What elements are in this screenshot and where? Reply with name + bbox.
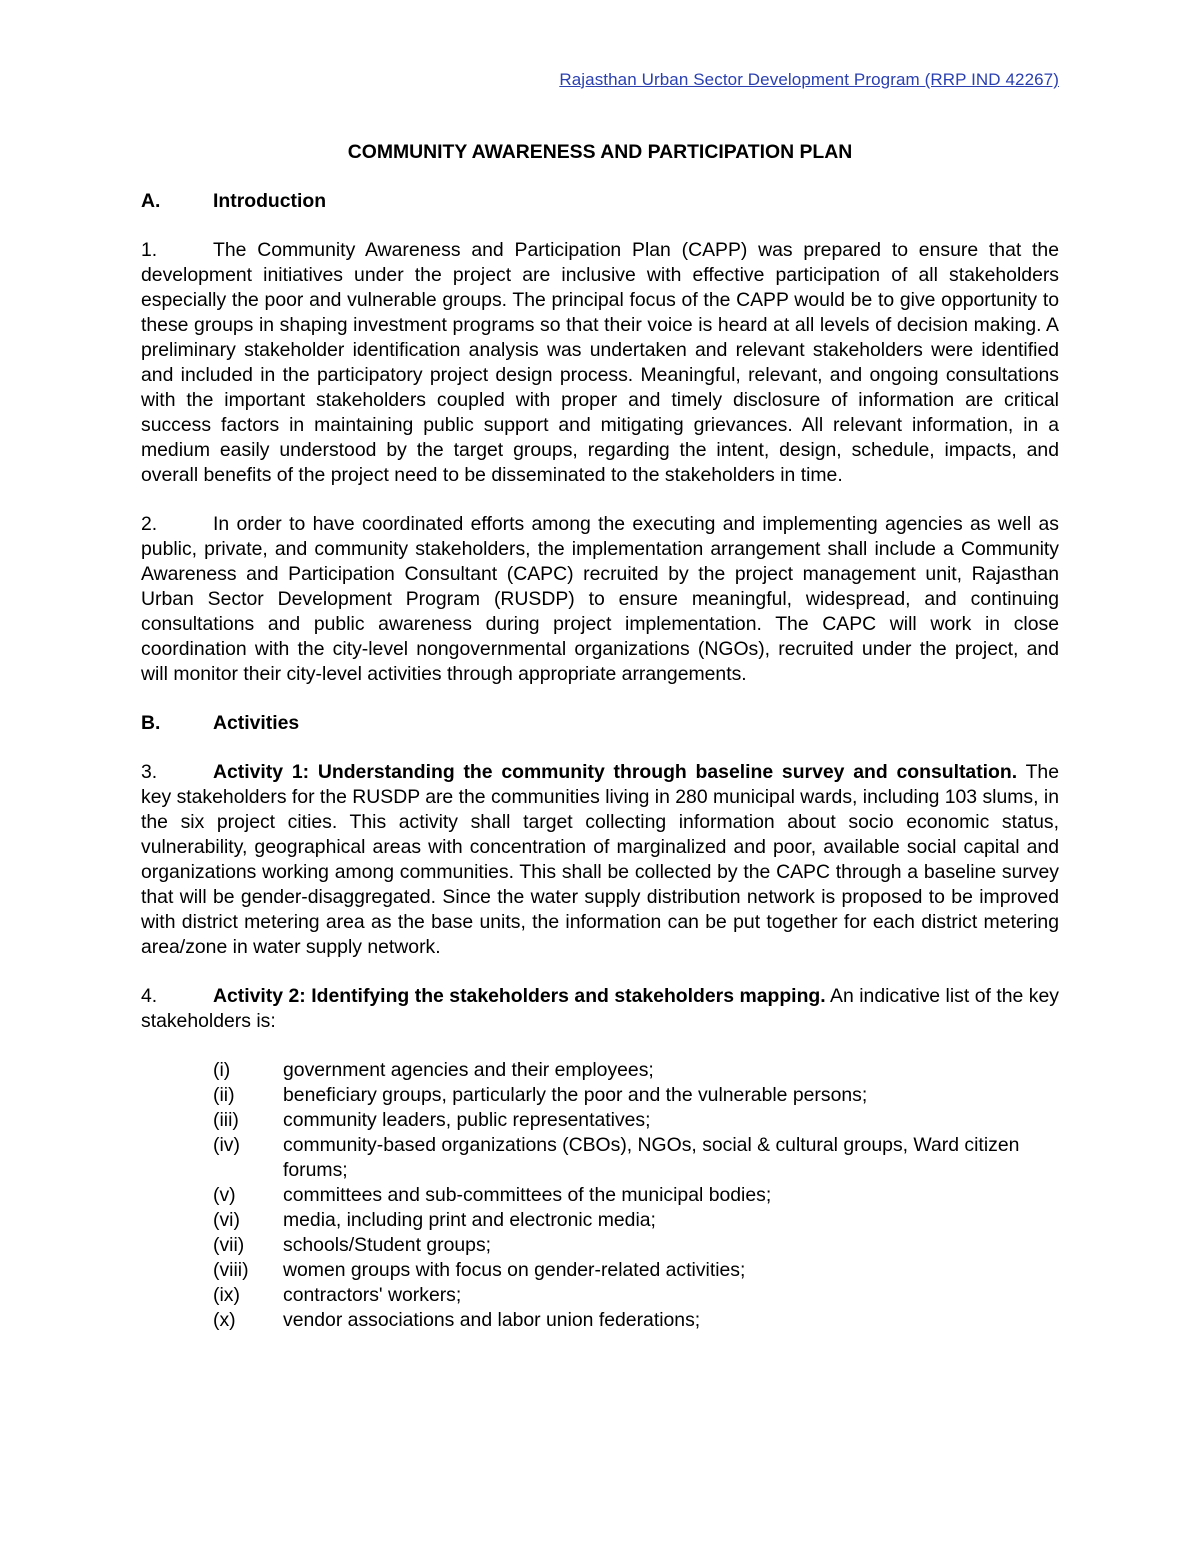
list-item-number: (iv): [213, 1134, 240, 1156]
document-title: COMMUNITY AWARENESS AND PARTICIPATION PLAN: [347, 141, 853, 163]
list-item-number: (iii): [213, 1109, 239, 1131]
section-a-heading: [141, 189, 1059, 214]
list-item-text: vendor associations and labor union federations;: [283, 1309, 701, 1331]
list-item-text: women groups with focus on gender-related activities;: [283, 1259, 746, 1281]
paragraph-1: [141, 238, 1059, 488]
list-item-number: (ix): [213, 1284, 240, 1306]
paragraph-3: [141, 760, 1059, 960]
list-item-text: media, including print and electronic media;: [283, 1209, 656, 1231]
paragraph-2: [141, 512, 1059, 687]
list-item: [141, 1258, 1059, 1283]
paragraph-text: The key stakeholders for the RUSDP are the communities living in 280 municipal wards, including 103 slums, in the six project cities. This activity shall target collecting information about socio economic status, vulnerability, geographical areas with concentration of marginalized and poor, available social capital and organizations working among communities. This shall be collected by the CAPC through a baseline survey that will be gender-disaggregated. Since the water supply distribution network is proposed to be improved with district metering area as the base units, the information can be put together for each district metering area/zone in water supply network.: [141, 761, 1059, 958]
paragraph-text: The Community Awareness and Participation Plan (CAPP) was prepared to ensure that the development initiatives under the project are inclusive with effective participation of all stakeholders especially the poor and vulnerable groups. The principal focus of the CAPP would be to give opportunity to these groups in shaping investment programs so that their voice is heard at all levels of decision making. A preliminary stakeholder identification analysis was undertaken and relevant stakeholders were identified and included in the participatory project design process. Meaningful, relevant, and ongoing consultations with the important stakeholders coupled with proper and timely disclosure of information are critical success factors in maintaining public support and mitigating grievances. All relevant information, in a medium easily understood by the target groups, regarding the intent, design, schedule, impacts, and overall benefits of the project need to be disseminated to the stakeholders in time.: [141, 239, 1059, 486]
list-item-number: (vii): [213, 1234, 245, 1256]
list-item: [141, 1108, 1059, 1133]
list-item-number: (viii): [213, 1259, 249, 1281]
activity-1-title: Activity 1: Understanding the community through baseline survey and consultation.: [213, 761, 1018, 783]
list-item-number: (ii): [213, 1084, 235, 1106]
paragraph-number: 3.: [141, 761, 158, 783]
paragraph-number: 1.: [141, 239, 158, 261]
list-item-number: (i): [213, 1059, 231, 1081]
list-item: [141, 1058, 1059, 1083]
list-item-number: (vi): [213, 1209, 240, 1231]
section-b-heading: [141, 711, 1059, 736]
section-b-letter: B.: [141, 712, 161, 734]
list-item-text: beneficiary groups, particularly the poor and the vulnerable persons;: [283, 1084, 868, 1106]
paragraph-4: [141, 984, 1059, 1034]
list-item: [141, 1083, 1059, 1108]
activity-2-title: Activity 2: Identifying the stakeholders and stakeholders mapping.: [213, 985, 826, 1007]
list-item-text: committees and sub-committees of the municipal bodies;: [283, 1184, 772, 1206]
list-item: [141, 1208, 1059, 1233]
section-b-title: Activities: [213, 712, 300, 734]
list-item-text: schools/Student groups;: [283, 1234, 492, 1256]
list-item-text: government agencies and their employees;: [283, 1059, 654, 1081]
list-item-text: community-based organizations (CBOs), NGOs, social & cultural groups, Ward citizen forums;: [283, 1134, 1020, 1181]
running-header: Rajasthan Urban Sector Development Program (RRP IND 42267): [559, 70, 1059, 89]
section-a-letter: A.: [141, 190, 161, 212]
list-item: [141, 1233, 1059, 1258]
paragraph-text: An indicative list of the key stakeholders is:: [141, 985, 1059, 1032]
list-item-number: (x): [213, 1309, 236, 1331]
list-item: [141, 1308, 1059, 1333]
list-item: [141, 1283, 1059, 1308]
document-body: [141, 140, 1059, 1333]
list-item: [141, 1183, 1059, 1208]
stakeholder-list: [141, 1058, 1059, 1333]
list-item-text: community leaders, public representatives;: [283, 1109, 651, 1131]
list-item-text: contractors' workers;: [283, 1284, 462, 1306]
paragraph-text: In order to have coordinated efforts among the executing and implementing agencies as well as public, private, and community stakeholders, the implementation arrangement shall include a Community Awareness and Participation Consultant (CAPC) recruited by the project management unit, Rajasthan Urban Sector Development Program (RUSDP) to ensure meaningful, widespread, and continuing consultations and public awareness during project implementation. The CAPC will work in close coordination with the city-level nongovernmental organizations (NGOs), recruited under the project, and will monitor their city-level activities through appropriate arrangements.: [141, 513, 1059, 685]
section-a-title: Introduction: [213, 190, 327, 212]
list-item: [141, 1133, 1059, 1183]
list-item-number: (v): [213, 1184, 236, 1206]
paragraph-number: 2.: [141, 513, 158, 535]
paragraph-number: 4.: [141, 985, 158, 1007]
